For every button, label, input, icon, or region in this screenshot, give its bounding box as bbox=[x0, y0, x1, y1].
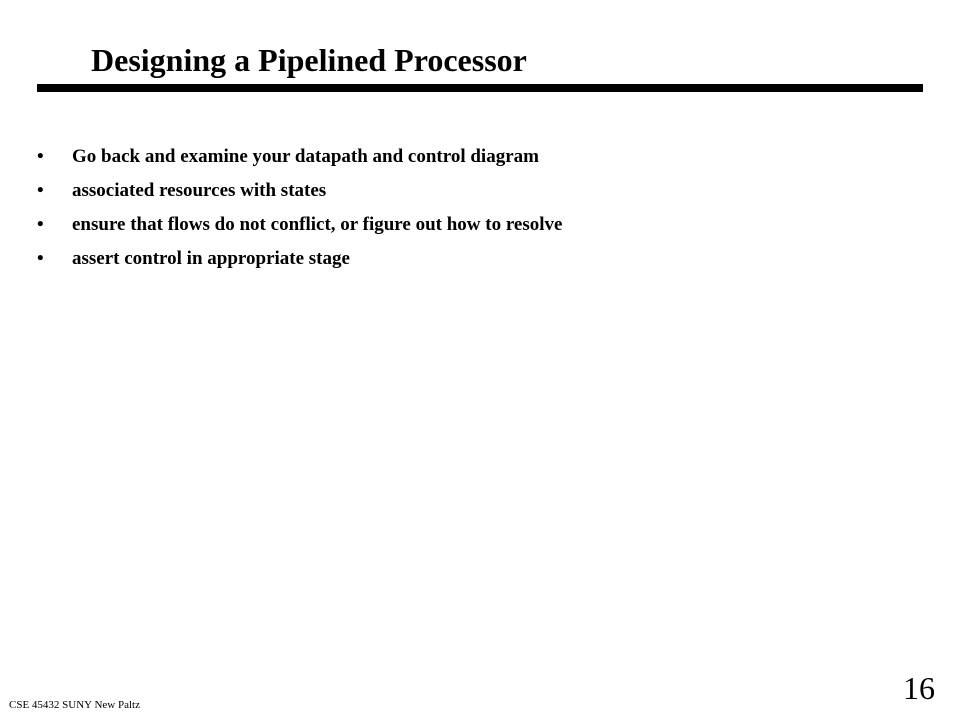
page-number: 16 bbox=[903, 670, 935, 706]
bullet-dot-icon: • bbox=[37, 248, 44, 269]
footer-course-label: CSE 45432 SUNY New Paltz bbox=[9, 699, 140, 711]
title-underline-rule bbox=[37, 84, 923, 92]
bullet-dot-icon: • bbox=[37, 214, 44, 235]
bullet-text: ensure that flows do not conflict, or figure out how to resolve bbox=[72, 214, 563, 235]
slide-title: Designing a Pipelined Processor bbox=[91, 42, 527, 78]
bullet-text: Go back and examine your datapath and control diagram bbox=[72, 146, 539, 167]
bullet-dot-icon: • bbox=[37, 146, 44, 167]
bullet-text: associated resources with states bbox=[72, 180, 327, 201]
bullet-dot-icon: • bbox=[37, 180, 44, 201]
bullet-text: assert control in appropriate stage bbox=[72, 248, 350, 269]
